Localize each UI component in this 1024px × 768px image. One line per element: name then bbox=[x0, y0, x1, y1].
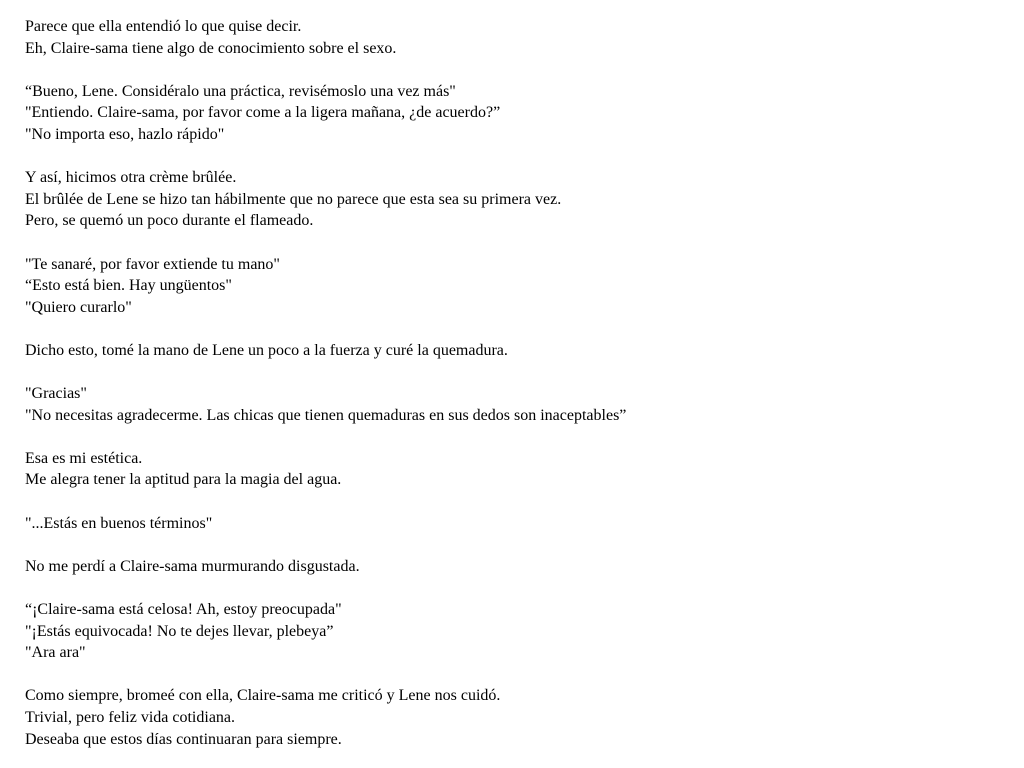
text-line: Parece que ella entendió lo que quise decir. bbox=[25, 18, 302, 35]
text-line: Pero, se quemó un poco durante el flameado. bbox=[25, 212, 314, 230]
paragraph-4 bbox=[25, 254, 1005, 319]
text-line: "Quiero curarlo" bbox=[25, 298, 132, 316]
paragraph-7 bbox=[25, 448, 1005, 491]
text-line: "Entiendo. Claire-sama, por favor come a la ligera mañana, ¿de acuerdo?” bbox=[25, 104, 501, 122]
text-line: Dicho esto, tomé la mano de Lene un poco a la fuerza y curé la quemadura. bbox=[25, 341, 508, 359]
text-line: "¡Estás equivocada! No te dejes llevar, plebeya” bbox=[25, 622, 334, 640]
text-line: “Bueno, Lene. Considéralo una práctica, revisémoslo una vez más" bbox=[25, 82, 456, 100]
text-line: "No necesitas agradecerme. Las chicas que tienen quemaduras en sus dedos son inaceptables” bbox=[25, 406, 627, 424]
paragraph-3 bbox=[25, 167, 1005, 232]
text-line: Me alegra tener la aptitud para la magia del agua. bbox=[25, 471, 342, 489]
text-line: Y así, hicimos otra crème brûlée. bbox=[25, 169, 237, 187]
text-line: Trivial, pero feliz vida cotidiana. bbox=[25, 709, 236, 726]
text-line: "Gracias" bbox=[25, 385, 87, 403]
text-line: "Ara ara" bbox=[25, 644, 86, 662]
text-line: El brûlée de Lene se hizo tan hábilmente que no parece que esta sea su primera vez. bbox=[25, 190, 562, 208]
text-line: "No importa eso, hazlo rápido" bbox=[25, 125, 225, 143]
text-line: "...Estás en buenos términos" bbox=[25, 514, 213, 532]
paragraph-6 bbox=[25, 383, 1005, 426]
paragraph-9 bbox=[25, 556, 1005, 578]
paragraph-11 bbox=[25, 685, 1005, 750]
document-body bbox=[25, 16, 1005, 750]
text-line: “¡Claire-sama está celosa! Ah, estoy preocupada" bbox=[25, 601, 342, 619]
text-line: Eh, Claire-sama tiene algo de conocimiento sobre el sexo. bbox=[25, 39, 397, 57]
paragraph-5 bbox=[25, 340, 1005, 362]
paragraph-2 bbox=[25, 81, 1005, 146]
text-line: Esa es mi estética. bbox=[25, 449, 143, 467]
text-line: Deseaba que estos días continuaran para siempre. bbox=[25, 730, 342, 748]
paragraph-1 bbox=[25, 16, 1005, 59]
text-line: "Te sanaré, por favor extiende tu mano" bbox=[25, 255, 280, 273]
text-line: Como siempre, bromeé con ella, Claire-sama me criticó y Lene nos cuidó. bbox=[25, 687, 501, 705]
paragraph-10 bbox=[25, 599, 1005, 664]
paragraph-8 bbox=[25, 513, 1005, 535]
text-line: “Esto está bien. Hay ungüentos" bbox=[25, 277, 232, 295]
text-line: No me perdí a Claire-sama murmurando disgustada. bbox=[25, 557, 360, 575]
